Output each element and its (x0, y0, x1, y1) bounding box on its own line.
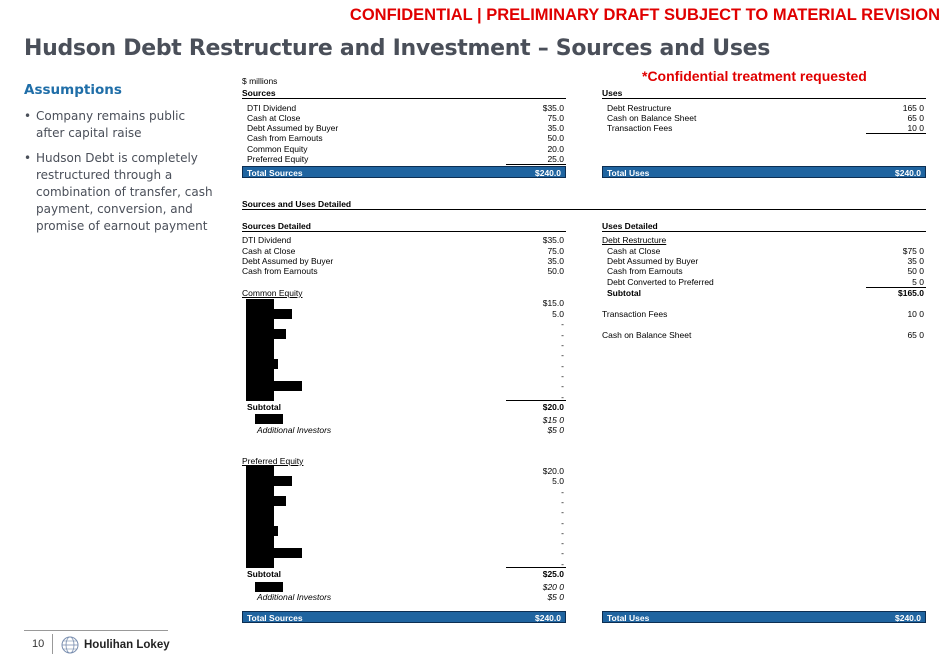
pe-value: $20.0 (542, 466, 564, 476)
globe-icon (61, 636, 79, 654)
subtotal-value: $165.0 (898, 288, 924, 298)
subtotal-value: $20.0 (542, 402, 564, 412)
redacted-value: $20 0 (542, 582, 564, 592)
uses-detailed-heading: Uses Detailed (602, 221, 658, 231)
sources-value: 75.0 (547, 113, 564, 123)
sum-rule (866, 133, 926, 134)
sd-value: $35.0 (542, 235, 564, 245)
sources-value: 50.0 (547, 133, 564, 143)
ce-value: - (561, 392, 564, 402)
assumptions-list (24, 108, 214, 243)
transaction-fees-value: 10 0 (907, 309, 924, 319)
sd-label: DTI Dividend (242, 235, 292, 245)
preferred-equity-heading: Preferred Equity (242, 456, 304, 466)
sources-value: $35.0 (542, 103, 564, 113)
ce-value: - (561, 340, 564, 350)
page-title: Hudson Debt Restructure and Investment – Sources and Uses (24, 36, 771, 61)
ud-label: Debt Assumed by Buyer (607, 256, 699, 266)
pe-value: - (561, 487, 564, 497)
transaction-fees-label: Transaction Fees (602, 309, 668, 319)
sum-rule (506, 567, 566, 568)
sources-value: 35.0 (547, 123, 564, 133)
sources-value: 20.0 (547, 144, 564, 154)
ud-label: Cash at Close (607, 246, 661, 256)
total-label: Total Sources (247, 613, 303, 623)
divider (602, 231, 926, 232)
confidential-banner: CONFIDENTIAL | PRELIMINARY DRAFT SUBJECT TO MATERIAL REVISION (349, 6, 940, 24)
ce-value: 5.0 (552, 309, 564, 319)
redacted-block (246, 476, 292, 486)
pe-value: - (561, 497, 564, 507)
detailed-heading: Sources and Uses Detailed (242, 199, 352, 209)
redacted-block (246, 359, 278, 369)
subtotal-value: $25.0 (542, 569, 564, 579)
sources-detailed-heading: Sources Detailed (242, 221, 311, 231)
sd-value: 50.0 (547, 266, 564, 276)
divider (242, 98, 566, 99)
footer-divider (24, 630, 168, 631)
pe-value: - (561, 518, 564, 528)
total-sources-bar (242, 611, 566, 623)
pe-value: - (561, 507, 564, 517)
company-logo-text: Houlihan Lokey (84, 639, 170, 651)
ud-label: Debt Converted to Preferred (607, 277, 714, 287)
debt-restructure-heading: Debt Restructure (602, 235, 667, 245)
total-label: Total Uses (607, 613, 650, 623)
additional-investors-label: Additional Investors (257, 592, 332, 602)
total-value: $240.0 (895, 168, 921, 178)
uses-label: Transaction Fees (607, 123, 673, 133)
sd-label: Cash from Earnouts (242, 266, 318, 276)
divider (242, 209, 926, 210)
total-value: $240.0 (895, 613, 921, 623)
subtotal-label: Subtotal (607, 288, 641, 298)
ce-value: - (561, 361, 564, 371)
ud-value: 35 0 (907, 256, 924, 266)
sd-label: Debt Assumed by Buyer (242, 256, 334, 266)
redacted-value: $15 0 (542, 415, 564, 425)
additional-investors-label: Additional Investors (257, 425, 332, 435)
ud-label: Cash from Earnouts (607, 266, 683, 276)
total-uses-bar (602, 166, 926, 178)
additional-investors-value: $5 0 (547, 425, 564, 435)
sources-label: Preferred Equity (247, 154, 309, 164)
sum-rule (506, 400, 566, 401)
pe-value: - (561, 528, 564, 538)
redacted-block (255, 582, 283, 592)
ce-value: - (561, 371, 564, 381)
redacted-block (246, 548, 302, 558)
units-label: $ millions (242, 76, 278, 86)
ce-value: - (561, 381, 564, 391)
additional-investors-value: $5 0 (547, 592, 564, 602)
sd-label: Cash at Close (242, 246, 296, 256)
ce-value: - (561, 350, 564, 360)
pe-value: - (561, 548, 564, 558)
uses-value: 65 0 (907, 113, 924, 123)
total-label: Total Sources (247, 168, 303, 178)
sum-rule (506, 164, 566, 165)
sources-heading: Sources (242, 88, 276, 98)
divider (242, 231, 566, 232)
divider (602, 98, 926, 99)
redacted-block (246, 381, 302, 391)
sources-label: DTI Dividend (247, 103, 297, 113)
pe-value: 5.0 (552, 476, 564, 486)
redacted-block (246, 329, 286, 339)
subtotal-label: Subtotal (247, 402, 281, 412)
redacted-block (246, 309, 292, 319)
sources-value: 25.0 (547, 154, 564, 164)
uses-heading: Uses (602, 88, 623, 98)
uses-value: 165 0 (902, 103, 924, 113)
total-value: $240.0 (535, 168, 561, 178)
sources-label: Debt Assumed by Buyer (247, 123, 339, 133)
redacted-block (255, 414, 283, 424)
page-number: 10 (32, 638, 45, 650)
footer-separator (52, 634, 53, 654)
uses-value: 10 0 (907, 123, 924, 133)
total-value: $240.0 (535, 613, 561, 623)
confidential-note: *Confidential treatment requested (642, 68, 867, 84)
total-sources-bar (242, 166, 566, 178)
ce-value: - (561, 330, 564, 340)
assumptions-heading: Assumptions (24, 82, 122, 98)
ce-value: - (561, 319, 564, 329)
cash-on-balance-sheet-value: 65 0 (907, 330, 924, 340)
sources-label: Cash at Close (247, 113, 301, 123)
subtotal-label: Subtotal (247, 569, 281, 579)
sources-label: Cash from Earnouts (247, 133, 323, 143)
cash-on-balance-sheet-label: Cash on Balance Sheet (602, 330, 692, 340)
redacted-block (246, 496, 286, 506)
sd-value: 35.0 (547, 256, 564, 266)
total-label: Total Uses (607, 168, 650, 178)
sd-value: 75.0 (547, 246, 564, 256)
pe-value: - (561, 538, 564, 548)
assumption-item: • Company remains public after capital raise (24, 108, 214, 142)
ce-value: $15.0 (542, 298, 564, 308)
assumption-item: • Hudson Debt is completely restructured through a combination of transfer, cash payment, conversion, and promise of earnout payment (24, 150, 214, 235)
pe-value: - (561, 559, 564, 569)
ud-value: 50 0 (907, 266, 924, 276)
uses-label: Debt Restructure (607, 103, 672, 113)
uses-label: Cash on Balance Sheet (607, 113, 697, 123)
sources-label: Common Equity (247, 144, 308, 154)
common-equity-heading: Common Equity (242, 288, 303, 298)
redacted-block (246, 526, 278, 536)
ud-value: 5 0 (912, 277, 924, 287)
ud-value: $75 0 (902, 246, 924, 256)
total-uses-bar (602, 611, 926, 623)
